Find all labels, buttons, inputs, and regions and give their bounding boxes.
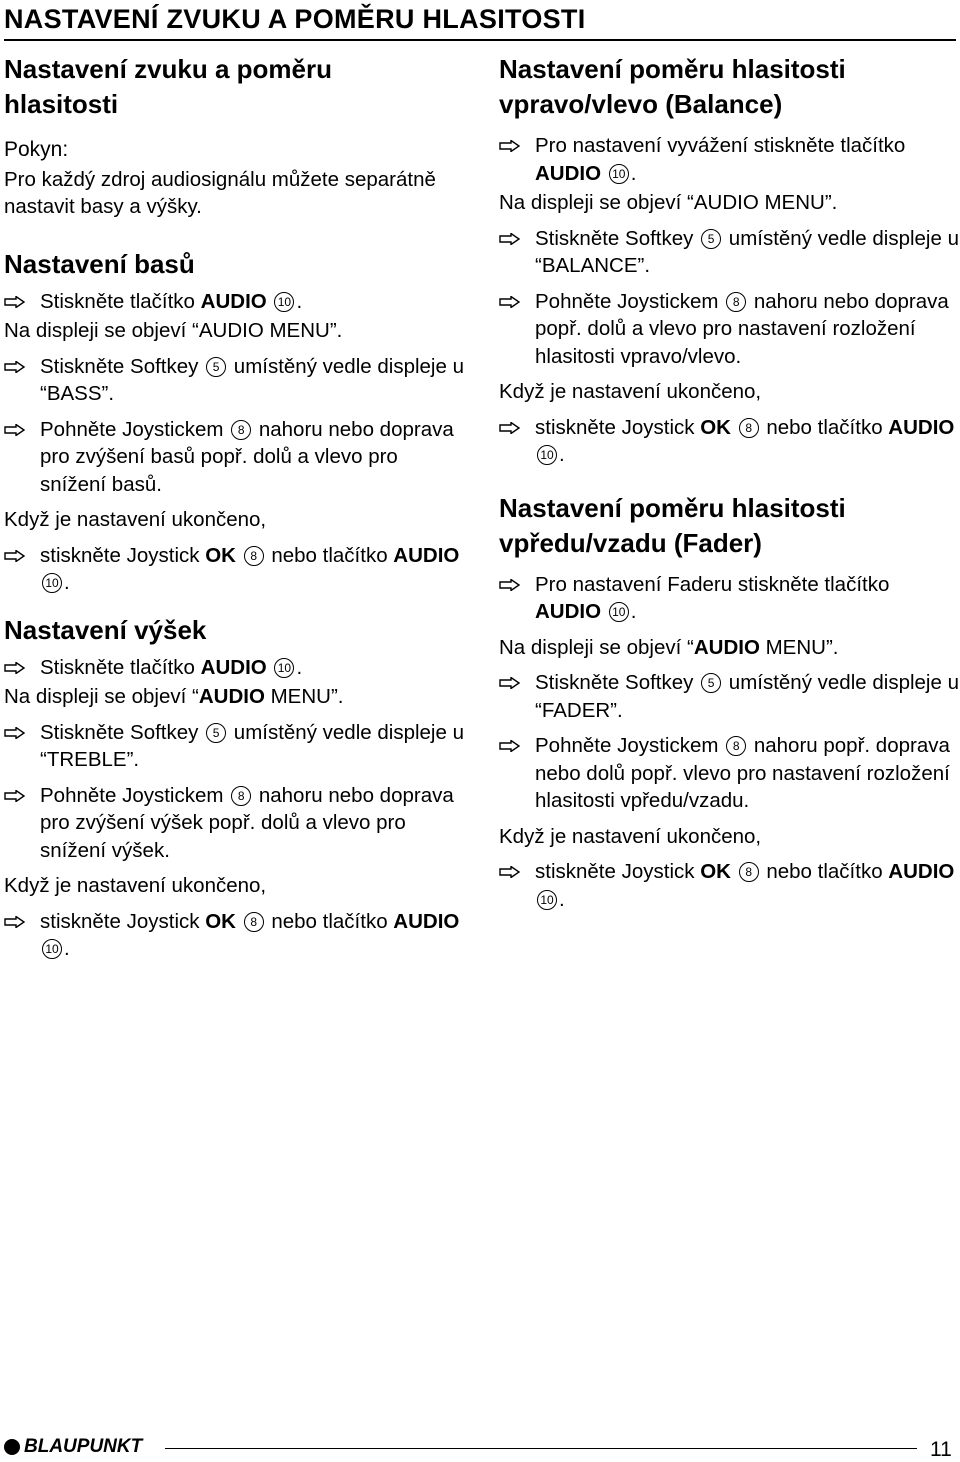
- arrow-icon: [499, 296, 521, 308]
- arrow-icon: [4, 296, 26, 308]
- button-number-badge: 10: [274, 658, 294, 678]
- button-number-badge: 8: [726, 736, 746, 756]
- button-number-badge: 10: [537, 445, 557, 465]
- brand-name: BLAUPUNKT: [24, 1436, 143, 1457]
- page-number: 11: [930, 1438, 952, 1461]
- button-number-badge: 10: [42, 573, 62, 593]
- button-number-badge: 5: [206, 723, 226, 743]
- footer-divider: [165, 1448, 917, 1449]
- bass-heading: Nastavení basů: [4, 248, 195, 279]
- arrow-icon: [4, 662, 26, 674]
- bass-step-3: Pohněte Joystickem 8 nahoru nebo doprava pro zvýšení basů popř. dolů a vlevo pro snížení basů.: [4, 416, 464, 499]
- button-number-badge: 5: [206, 357, 226, 377]
- fader-finish-note: Když je nastavení ukončeno,: [499, 824, 762, 848]
- button-number-badge: 5: [701, 673, 721, 693]
- button-number-badge: 10: [42, 939, 62, 959]
- button-number-badge: 8: [231, 786, 251, 806]
- button-number-badge: 10: [537, 890, 557, 910]
- arrow-icon: [4, 550, 26, 562]
- left-column: [4, 52, 464, 963]
- fader-step-4: stiskněte Joystick OK 8 nebo tlačítko AUDIO 10 .: [499, 858, 959, 913]
- page-header: [4, 4, 956, 41]
- treble-step-3: Pohněte Joystickem 8 nahoru nebo doprava pro zvýšení výšek popř. dolů a vlevo pro snížení výšek.: [4, 782, 464, 865]
- brand-logo: [4, 1436, 142, 1458]
- balance-display-note: Na displeji se objeví “AUDIO MENU”.: [499, 191, 838, 214]
- arrow-icon: [4, 424, 26, 436]
- logo-dot-icon: [4, 1439, 20, 1455]
- fader-step-2: Stiskněte Softkey 5 umístěný vedle displeje u “FADER”.: [499, 669, 959, 724]
- button-number-badge: 8: [726, 292, 746, 312]
- arrow-icon: [499, 422, 521, 434]
- fader-display-note: Na displeji se objeví “AUDIO MENU”.: [499, 635, 839, 659]
- note-text: Pro každý zdroj audiosignálu můžete separátně nastavit basy a výšky.: [4, 167, 436, 218]
- treble-step-2: Stiskněte Softkey 5 umístěný vedle displeje u “TREBLE”.: [4, 719, 464, 774]
- balance-heading: Nastavení poměru hlasitosti vpravo/vlevo (Balance): [499, 54, 846, 119]
- balance-finish-note: Když je nastavení ukončeno,: [499, 380, 762, 403]
- treble-step-4: stiskněte Joystick OK 8 nebo tlačítko AUDIO 10 .: [4, 908, 464, 963]
- button-number-badge: 8: [739, 862, 759, 882]
- arrow-icon: [4, 916, 26, 928]
- page-header-title: NASTAVENÍ ZVUKU A POMĚRU HLASITOSTI: [4, 4, 586, 34]
- balance-step-2: Stiskněte Softkey 5 umístěný vedle displeje u “BALANCE”.: [499, 225, 959, 280]
- button-number-badge: 10: [609, 164, 629, 184]
- button-number-badge: 8: [244, 546, 264, 566]
- button-number-badge: 10: [274, 292, 294, 312]
- bass-finish-note: Když je nastavení ukončeno,: [4, 508, 267, 531]
- treble-display-note: Na displeji se objeví “AUDIO MENU”.: [4, 685, 344, 708]
- button-number-badge: 5: [701, 229, 721, 249]
- right-column: [499, 52, 959, 913]
- button-number-badge: 8: [244, 912, 264, 932]
- bass-step-1: Stiskněte tlačítko AUDIO 10 .: [4, 288, 464, 316]
- balance-step-1: Pro nastavení vyvážení stiskněte tlačítko AUDIO 10 .: [499, 132, 959, 187]
- arrow-icon: [4, 727, 26, 739]
- arrow-icon: [499, 677, 521, 689]
- arrow-icon: [4, 361, 26, 373]
- bass-step-4: stiskněte Joystick OK 8 nebo tlačítko AUDIO 10 .: [4, 542, 464, 597]
- section-title: Nastavení zvuku a poměru hlasitosti: [4, 54, 332, 119]
- bass-step-2: Stiskněte Softkey 5 umístěný vedle displeje u “BASS”.: [4, 353, 464, 408]
- fader-heading: Nastavení poměru hlasitosti vpředu/vzadu (Fader): [499, 492, 846, 558]
- button-number-badge: 8: [231, 420, 251, 440]
- balance-step-3: Pohněte Joystickem 8 nahoru nebo doprava popř. dolů a vlevo pro nastavení rozložení hlasitosti vpravo/vlevo.: [499, 288, 959, 371]
- note-label: Pokyn:: [4, 138, 69, 161]
- bass-display-note: Na displeji se objeví “AUDIO MENU”.: [4, 319, 343, 342]
- balance-step-4: stiskněte Joystick OK 8 nebo tlačítko AUDIO 10 .: [499, 414, 959, 469]
- treble-finish-note: Když je nastavení ukončeno,: [4, 874, 267, 897]
- arrow-icon: [499, 579, 521, 591]
- treble-step-1: Stiskněte tlačítko AUDIO 10 .: [4, 654, 464, 682]
- arrow-icon: [499, 740, 521, 752]
- fader-step-3: Pohněte Joystickem 8 nahoru popř. doprava nebo dolů popř. vlevo pro nastavení rozložení hlasitosti vpředu/vzadu.: [499, 732, 959, 815]
- button-number-badge: 8: [739, 418, 759, 438]
- fader-step-1: Pro nastavení Faderu stiskněte tlačítko AUDIO 10 .: [499, 571, 959, 626]
- arrow-icon: [499, 866, 521, 878]
- arrow-icon: [499, 233, 521, 245]
- button-number-badge: 10: [609, 602, 629, 622]
- treble-heading: Nastavení výšek: [4, 614, 207, 645]
- arrow-icon: [499, 140, 521, 152]
- arrow-icon: [4, 790, 26, 802]
